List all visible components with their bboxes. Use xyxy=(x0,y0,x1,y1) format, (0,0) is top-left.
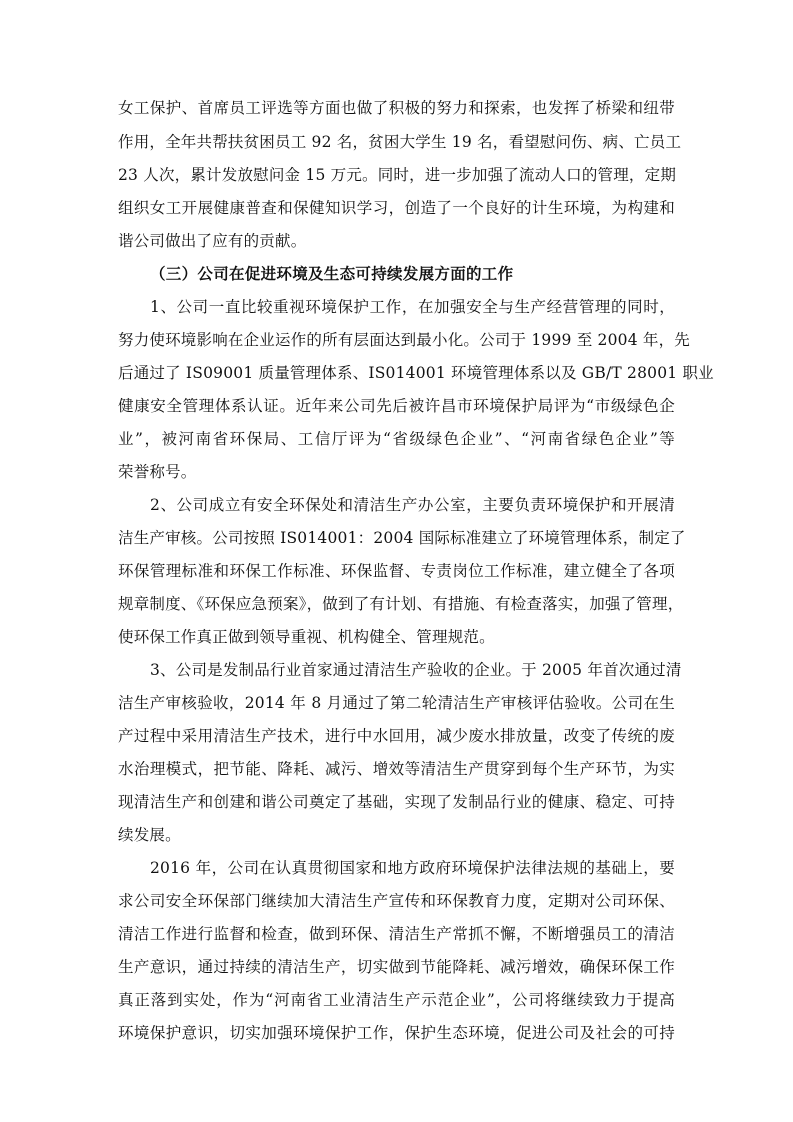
paragraph-line: 后通过了 IS09001 质量管理体系、IS014001 环境管理体系以及 GB/T 28001 职业 xyxy=(118,364,714,382)
paragraph-line: 谐公司做出了应有的贡献。 xyxy=(118,232,307,250)
paragraph-line: 现清洁生产和创建和谐公司奠定了基础，实现了发制品行业的健康、稳定、可持 xyxy=(118,793,675,811)
paragraph-line: 2016 年，公司在认真贯彻国家和地方政府环境保护法律法规的基础上，要 xyxy=(150,859,675,877)
paragraph-line: 1、公司一直比较重视环境保护工作，在加强安全与生产经营管理的同时， xyxy=(150,298,675,316)
paragraph-line: 续发展。 xyxy=(118,826,181,844)
paragraph-line: 健康安全管理体系认证。近年来公司先后被许昌市环境保护局评为“市级绿色企 xyxy=(118,397,675,415)
paragraph-line: 使环保工作真正做到领导重视、机构健全、管理规范。 xyxy=(118,628,495,646)
section-heading: （三）公司在促进环境及生态可持续发展方面的工作 xyxy=(150,264,514,283)
paragraph-line: 洁生产审核验收，2014 年 8 月通过了第二轮清洁生产审核评估验收。公司在生 xyxy=(118,694,675,712)
paragraph-line: 求公司安全环保部门继续加大清洁生产宣传和环保教育力度，定期对公司环保、 xyxy=(118,892,675,910)
paragraph-line: 3、公司是发制品行业首家通过清洁生产验收的企业。于 2005 年首次通过清 xyxy=(150,661,682,679)
paragraph-line: 作用，全年共帮扶贫困员工 92 名，贫困大学生 19 名，看望慰问伤、病、亡员工 xyxy=(118,133,682,151)
paragraph-line: 生产意识，通过持续的清洁生产，切实做到节能降耗、减污增效，确保环保工作 xyxy=(118,958,675,976)
paragraph-line: 女工保护、首席员工评选等方面也做了积极的努力和探索，也发挥了桥梁和纽带 xyxy=(118,99,675,117)
paragraph-line: 清洁工作进行监督和检查，做到环保、清洁生产常抓不懈，不断增强员工的清洁 xyxy=(118,925,675,943)
paragraph-line: 2、公司成立有安全环保处和清洁生产办公室，主要负责环境保护和开展清 xyxy=(150,496,675,514)
paragraph-line: 洁生产审核。公司按照 IS014001：2004 国际标准建立了环境管理体系，制定了 xyxy=(118,529,686,547)
paragraph-line: 环境保护意识，切实加强环境保护工作，保护生态环境，促进公司及社会的可持 xyxy=(118,1024,675,1042)
paragraph-line: 规章制度、《环保应急预案》，做到了有计划、有措施、有检查落实，加强了管理， xyxy=(118,595,684,613)
paragraph-line: 真正落到实处，作为“河南省工业清洁生产示范企业”，公司将继续致力于提高 xyxy=(118,991,675,1009)
paragraph-line: 荣誉称号。 xyxy=(118,463,197,481)
paragraph-line: 水治理模式，把节能、降耗、减污、增效等清洁生产贯穿到每个生产环节，为实 xyxy=(118,760,675,778)
paragraph-line: 23 人次，累计发放慰问金 15 万元。同时，进一步加强了流动人口的管理，定期 xyxy=(118,166,677,184)
paragraph-line: 环保管理标准和环保工作标准、环保监督、专责岗位工作标准，建立健全了各项 xyxy=(118,562,675,580)
paragraph-line: 组织女工开展健康普查和保健知识学习，创造了一个良好的计生环境，为构建和 xyxy=(118,199,675,217)
paragraph-line: 努力使环境影响在企业运作的所有层面达到最小化。公司于 1999 至 2004 年，先 xyxy=(118,331,691,349)
paragraph-line: 产过程中采用清洁生产技术，进行中水回用，减少废水排放量，改变了传统的废 xyxy=(118,727,675,745)
paragraph-line: 业”，被河南省环保局、工信厅评为“省级绿色企业”、“河南省绿色企业”等 xyxy=(118,430,675,448)
